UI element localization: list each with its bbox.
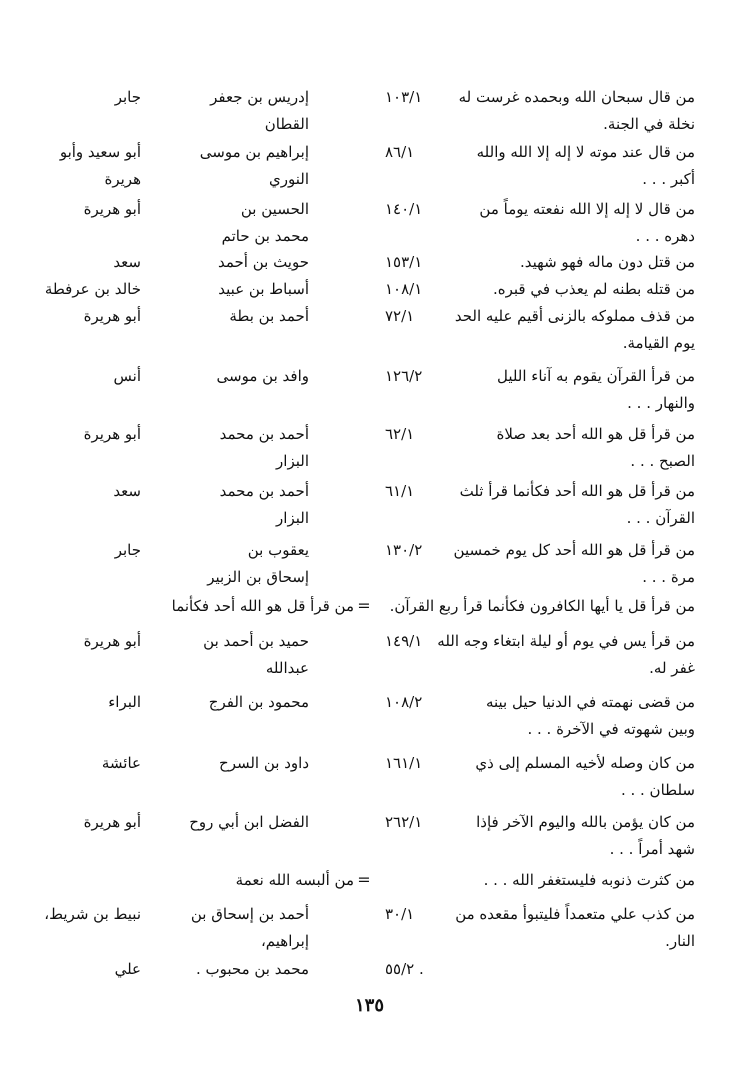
companion-name: أبو هريرة: [83, 813, 141, 831]
volume-page-ref: ٨٦/١: [385, 143, 415, 161]
narrator-name: أحمد بن محمد: [219, 482, 309, 500]
volume-page-ref: ٥٥/٢ .: [385, 960, 424, 978]
hadith-text: من قتل دون ماله فهو شهيد.: [520, 253, 695, 271]
hadith-text: وبين شهوته في الآخرة . . .: [527, 720, 695, 738]
narrator-name: محمود بن الفرج: [208, 693, 309, 711]
narrator-name: إبراهيم،: [260, 932, 309, 950]
hadith-text: دهره . . .: [635, 227, 695, 245]
companion-name: جابر: [114, 88, 141, 106]
narrator-name: حويث بن أحمد: [217, 253, 309, 271]
narrator-name: البزار: [276, 509, 309, 527]
companion-name: خالد بن عرفطة: [44, 280, 141, 298]
hadith-text: مرة . . .: [642, 568, 695, 586]
narrator-name: القطان: [264, 115, 309, 133]
hadith-text: شهد أمراً . . .: [609, 840, 695, 858]
cross-ref-to: من قرأ قل هو الله أحد فكأنما: [171, 597, 354, 615]
companion-name: عائشة: [101, 754, 141, 772]
narrator-name: عبدالله: [265, 659, 309, 677]
hadith-text: من قال سبحان الله وبحمده غرست له: [458, 88, 695, 106]
volume-page-ref: ٦١/١: [385, 482, 415, 500]
hadith-text: سلطان . . .: [620, 781, 695, 799]
narrator-name: إبراهيم بن موسى: [199, 143, 309, 161]
volume-page-ref: ١٠٨/٢: [385, 693, 423, 711]
narrator-name: إدريس بن جعفر: [210, 88, 309, 106]
narrator-name: أحمد بن إسحاق بن: [190, 905, 309, 923]
volume-page-ref: ١٠٣/١: [385, 88, 423, 106]
narrator-name: أحمد بن محمد: [219, 425, 309, 443]
companion-name: سعد: [113, 253, 141, 271]
hadith-text: النار.: [665, 932, 695, 950]
volume-page-ref: ٣٠/١: [385, 905, 415, 923]
volume-page-ref: ١٤٩/١: [385, 632, 423, 650]
cross-ref-from: من كثرت ذنوبه فليستغفر الله . . .: [483, 871, 695, 889]
hadith-text: والنهار . . .: [627, 394, 695, 412]
companion-name: علي: [114, 960, 141, 978]
cross-reference: [0, 866, 739, 894]
narrator-name: محمد بن حاتم: [221, 227, 309, 245]
narrator-name: البزار: [276, 452, 309, 470]
companion-name: هريرة: [104, 170, 141, 188]
volume-page-ref: ١٣٠/٢: [385, 541, 423, 559]
hadith-text: من قرأ قل هو الله أحد بعد صلاة: [496, 425, 695, 443]
companion-name: أبو هريرة: [83, 632, 141, 650]
companion-name: أبو هريرة: [83, 307, 141, 325]
hadith-text: الصبح . . .: [630, 452, 695, 470]
hadith-text: نخلة في الجنة.: [603, 115, 695, 133]
companion-name: أنس: [113, 367, 141, 385]
hadith-text: القرآن . . .: [626, 509, 695, 527]
narrator-name: أحمد بن بطة: [229, 307, 309, 325]
narrator-name: إسحاق بن الزبير: [207, 568, 309, 586]
narrator-name: النوري: [269, 170, 309, 188]
cross-reference: [0, 592, 739, 620]
hadith-text: من قتله بطنه لم يعذب في قبره.: [492, 280, 695, 298]
narrator-name: الفضل ابن أبي روح: [189, 813, 309, 831]
cross-ref-to: من ألبسه الله نعمة: [235, 871, 354, 889]
volume-page-ref: ١٤٠/١: [385, 200, 423, 218]
hadith-text: غفر له.: [649, 659, 695, 677]
hadith-text: من كان وصله لأخيه المسلم إلى ذي: [475, 754, 695, 772]
hadith-text: من قرأ قل هو الله أحد فكأنما قرأ ثلث: [459, 482, 695, 500]
hadith-text: من قرأ القرآن يقوم به آناء الليل: [496, 367, 695, 385]
companion-name: البراء: [108, 693, 141, 711]
volume-page-ref: ١٦١/١: [385, 754, 423, 772]
volume-page-ref: ٢٦٢/١: [385, 813, 423, 831]
hadith-text: من قرأ قل هو الله أحد كل يوم خمسين: [453, 541, 695, 559]
hadith-text: يوم القيامة.: [622, 334, 695, 352]
hadith-text: من قذف مملوكه بالزنى أقيم عليه الحد: [454, 307, 695, 325]
narrator-name: الحسين بن: [240, 200, 309, 218]
hadith-text: من قال عند موته لا إله إلا الله والله: [476, 143, 695, 161]
companion-name: أبو سعيد وأبو: [59, 143, 141, 161]
narrator-name: وافد بن موسى: [216, 367, 309, 385]
volume-page-ref: ١٢٦/٢: [385, 367, 423, 385]
hadith-text: من قال لا إله إلا الله نفعته يوماً من: [479, 200, 695, 218]
narrator-name: أسباط بن عبيد: [218, 280, 309, 298]
page-number: ١٣٥: [354, 995, 384, 1016]
equals-sign: =: [357, 596, 371, 615]
companion-name: أبو هريرة: [83, 200, 141, 218]
volume-page-ref: ٦٢/١: [385, 425, 415, 443]
narrator-name: داود بن السرح: [219, 754, 309, 772]
hadith-text: من قرأ يس في يوم أو ليلة ابتغاء وجه الله: [437, 632, 695, 650]
companion-name: جابر: [114, 541, 141, 559]
narrator-name: يعقوب بن: [247, 541, 309, 559]
companion-name: أبو هريرة: [83, 425, 141, 443]
narrator-name: محمد بن محبوب .: [195, 960, 309, 978]
volume-page-ref: ١٥٣/١: [385, 253, 423, 271]
hadith-text: من قضى نهمته في الدنيا حيل بينه: [485, 693, 695, 711]
hadith-text: من كذب علي متعمداً فليتبوأ مقعده من: [455, 905, 695, 923]
narrator-name: حميد بن أحمد بن: [203, 632, 309, 650]
companion-name: نبيط بن شريط،: [44, 905, 141, 923]
volume-page-ref: ٧٢/١: [385, 307, 415, 325]
cross-ref-from: من قرأ قل يا أيها الكافرون فكأنما قرأ ربع القرآن.: [389, 597, 695, 615]
hadith-text: أكبر . . .: [642, 170, 695, 188]
equals-sign: =: [357, 870, 371, 889]
volume-page-ref: ١٠٨/١: [385, 280, 423, 298]
companion-name: سعد: [113, 482, 141, 500]
hadith-text: من كان يؤمن بالله واليوم الآخر فإذا: [476, 813, 695, 831]
